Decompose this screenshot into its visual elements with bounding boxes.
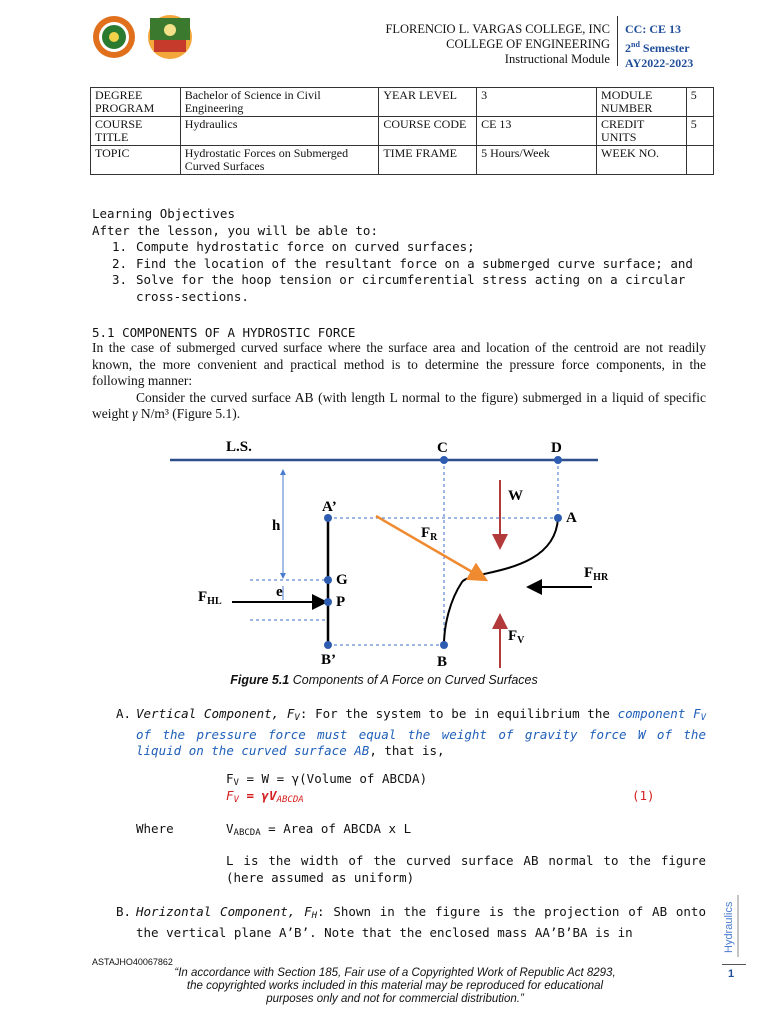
label-a: A bbox=[566, 510, 577, 526]
college-name: FLORENCIO L. VARGAS COLLEGE, INC bbox=[385, 22, 610, 36]
label-fr: $F_R$ bbox=[421, 525, 438, 543]
vertical-component-text: Vertical Component, FV: For the system to be in equilibrium the component FV of the pressure force must equal the weight of gravity force W of the liquid on the curved surface AB, that is, bbox=[136, 706, 707, 758]
module-type: Instructional Module bbox=[504, 52, 610, 66]
equation-fv-volume: FV = γVABCDA bbox=[226, 788, 304, 805]
objectives-intro: After the lesson, you will be able to: bbox=[92, 222, 378, 238]
label-g: G bbox=[336, 572, 348, 588]
course-code-label: CC: CE 13 bbox=[625, 22, 681, 36]
point-d bbox=[554, 456, 562, 464]
list-item: 3. Solve for the hoop tension or circumferential stress acting on a circular cross-sections. bbox=[112, 272, 686, 304]
point-p bbox=[324, 598, 332, 606]
list-item: 1. Compute hydrostatic force on curved surfaces; bbox=[112, 239, 475, 254]
label-ls: L.S. bbox=[226, 439, 252, 455]
section-para-1: In the case of submerged curved surface where the surface area and location of the centroid are not readily known, the more convenient and practical method is to determine the pressure force components, in the following manner: bbox=[92, 340, 706, 388]
side-course-label bbox=[716, 895, 740, 957]
copyright-notice: “In accordance with Section 185, Fair use of a Copyrighted Work of Republic Act 8293, the copyrighted works included in this material may be reproduced for educational purposes only and not for commercial distribution.” bbox=[174, 967, 616, 1005]
point-a-prime bbox=[324, 514, 332, 522]
semester-label: 2nd Semester bbox=[625, 40, 690, 55]
label-fhr: $F_{HR}$ bbox=[584, 565, 609, 583]
point-b-prime bbox=[324, 641, 332, 649]
vertical-component: A. Vertical Component, FV: For the system to be in equilibrium the component FV of the pressure force must equal the weight of gravity force W of the liquid on the curved surface AB, that is, bbox=[116, 706, 707, 758]
point-a bbox=[554, 514, 562, 522]
fr-arrow bbox=[376, 516, 486, 580]
label-e: e bbox=[276, 584, 283, 600]
academic-year: AY2022-2023 bbox=[625, 56, 694, 70]
label-c: C bbox=[437, 440, 448, 456]
table-row: TOPIC Hydrostatic Forces on Submerged Curved Surfaces TIME FRAME 5 Hours/Week WEEK NO. bbox=[91, 146, 714, 175]
label-d: D bbox=[551, 440, 562, 456]
label-a-prime: A’ bbox=[322, 499, 337, 515]
document-code: ASTAJHO40067862 bbox=[92, 957, 173, 967]
label-b-prime: B’ bbox=[321, 652, 336, 668]
equation-number: (1) bbox=[632, 788, 655, 803]
label-p: P bbox=[336, 594, 346, 610]
list-item: 2. Find the location of the resultant force on a submerged curve surface; and bbox=[112, 255, 693, 271]
width-definition: L is the width of the curved surface AB normal to the figure (here assumed as uniform) bbox=[226, 853, 706, 885]
figure-caption: Figure 5.1 Components of A Force on Curved Surfaces bbox=[230, 673, 538, 687]
label-b: B bbox=[437, 654, 448, 670]
label-h: h bbox=[272, 518, 281, 534]
objectives-heading: Learning Objectives bbox=[92, 206, 235, 221]
point-g bbox=[324, 576, 332, 584]
table-row: COURSE TITLE Hydraulics COURSE CODE CE 13 CREDIT UNITS 5 bbox=[91, 117, 714, 146]
section-para-2: Consider the curved surface AB (with length L normal to the figure) submerged in a liquid of specific weight γ N/m³ (Figure 5.1). bbox=[92, 389, 706, 421]
label-fhl: $F_{HL}$ bbox=[198, 589, 222, 607]
label-fv: $F_V$ bbox=[508, 628, 525, 646]
department-name: COLLEGE OF ENGINEERING bbox=[446, 37, 610, 51]
point-b bbox=[440, 641, 448, 649]
equation-fv-weight: FV = W = γ(Volume of ABCDA) bbox=[226, 771, 428, 788]
page-number-rule bbox=[722, 964, 746, 965]
table-row: DEGREE PROGRAM Bachelor of Science in Civil Engineering YEAR LEVEL 3 MODULE NUMBER 5 bbox=[91, 88, 714, 117]
point-c bbox=[440, 456, 448, 464]
where-label: Where bbox=[136, 821, 174, 836]
page-number: 1 bbox=[728, 968, 735, 980]
svg-text:Hydraulics: Hydraulics bbox=[723, 901, 735, 953]
where-definition: VABCDA = Area of ABCDA x L bbox=[226, 821, 412, 838]
section-heading: 5.1 COMPONENTS OF A HYDROSTIC FORCE bbox=[92, 325, 356, 340]
horizontal-component-text: Horizontal Component, FH: Shown in the figure is the projection of AB onto the vertical plane A’B’. Note that the enclosed mass AA’B’BA is in bbox=[136, 904, 706, 940]
horizontal-component: B. Horizontal Component, FH: Shown in the figure is the projection of AB onto the vertical plane A’B’. Note that the enclosed mass AA’B’BA is in bbox=[116, 904, 706, 940]
label-w: W bbox=[508, 488, 523, 504]
